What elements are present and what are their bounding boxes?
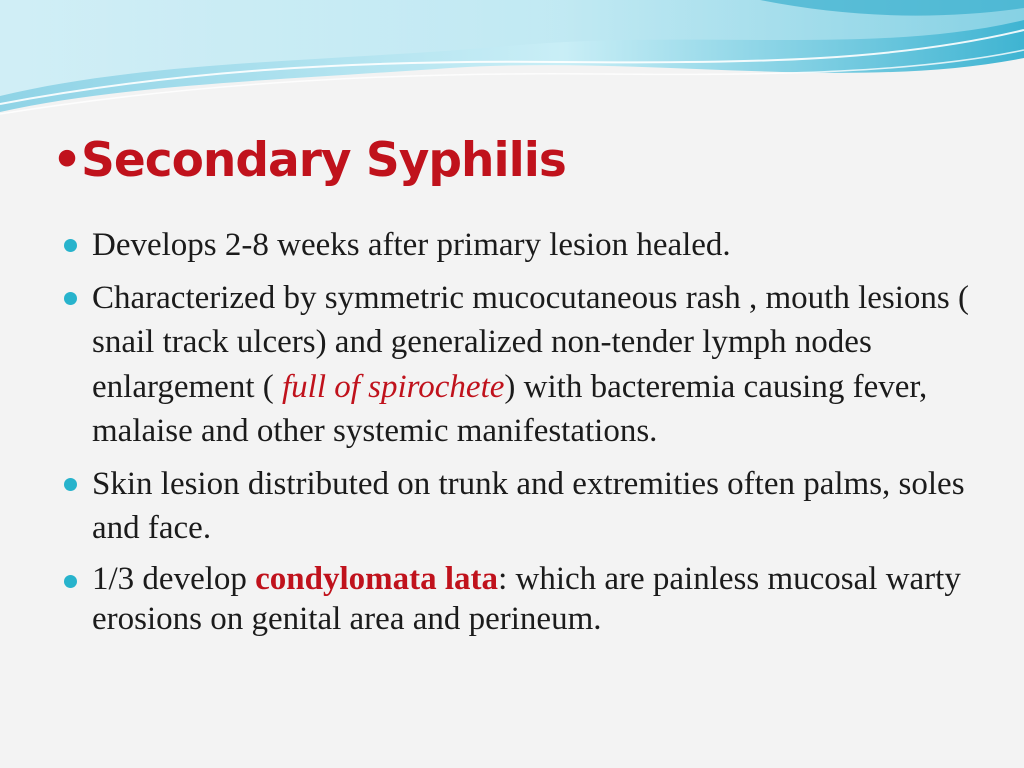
bullet-list — [92, 223, 972, 647]
bullet-item-condylomata — [92, 559, 972, 639]
highlight-condylomata-lata: condylomata lata — [255, 560, 499, 597]
bullet-text: Skin lesion distributed on trunk and extremities often palms, soles and face. — [92, 465, 965, 546]
bullet-item-skin-lesion — [92, 462, 972, 551]
bullet-text-continued: : which are painless mucosal warty erosions on genital area and perineum. — [92, 560, 961, 637]
bullet-item-develops — [92, 223, 972, 268]
bullet-text-continued: ) with bacteremia causing fever, malaise and other systemic manifestations. — [92, 368, 928, 449]
bullet-dot-icon — [64, 478, 77, 491]
bullet-text: Characterized by symmetric mucocutaneous rash , mouth lesions ( snail track ulcers) and generalized non-tender lymph nodes enlargement ( — [92, 279, 969, 405]
bullet-item-characterized — [92, 276, 972, 454]
bullet-dot-icon — [64, 575, 77, 588]
bullet-text: 1/3 develop — [92, 560, 256, 597]
highlight-full-of-spirochete: full of spirochete — [281, 368, 505, 405]
slide-title: •Secondary Syphilis — [52, 133, 566, 188]
bullet-dot-icon — [64, 292, 77, 305]
header-wave-decoration — [0, 0, 1024, 130]
bullet-text: Develops 2-8 weeks after primary lesion healed. — [92, 227, 731, 263]
bullet-dot-icon — [64, 239, 77, 252]
